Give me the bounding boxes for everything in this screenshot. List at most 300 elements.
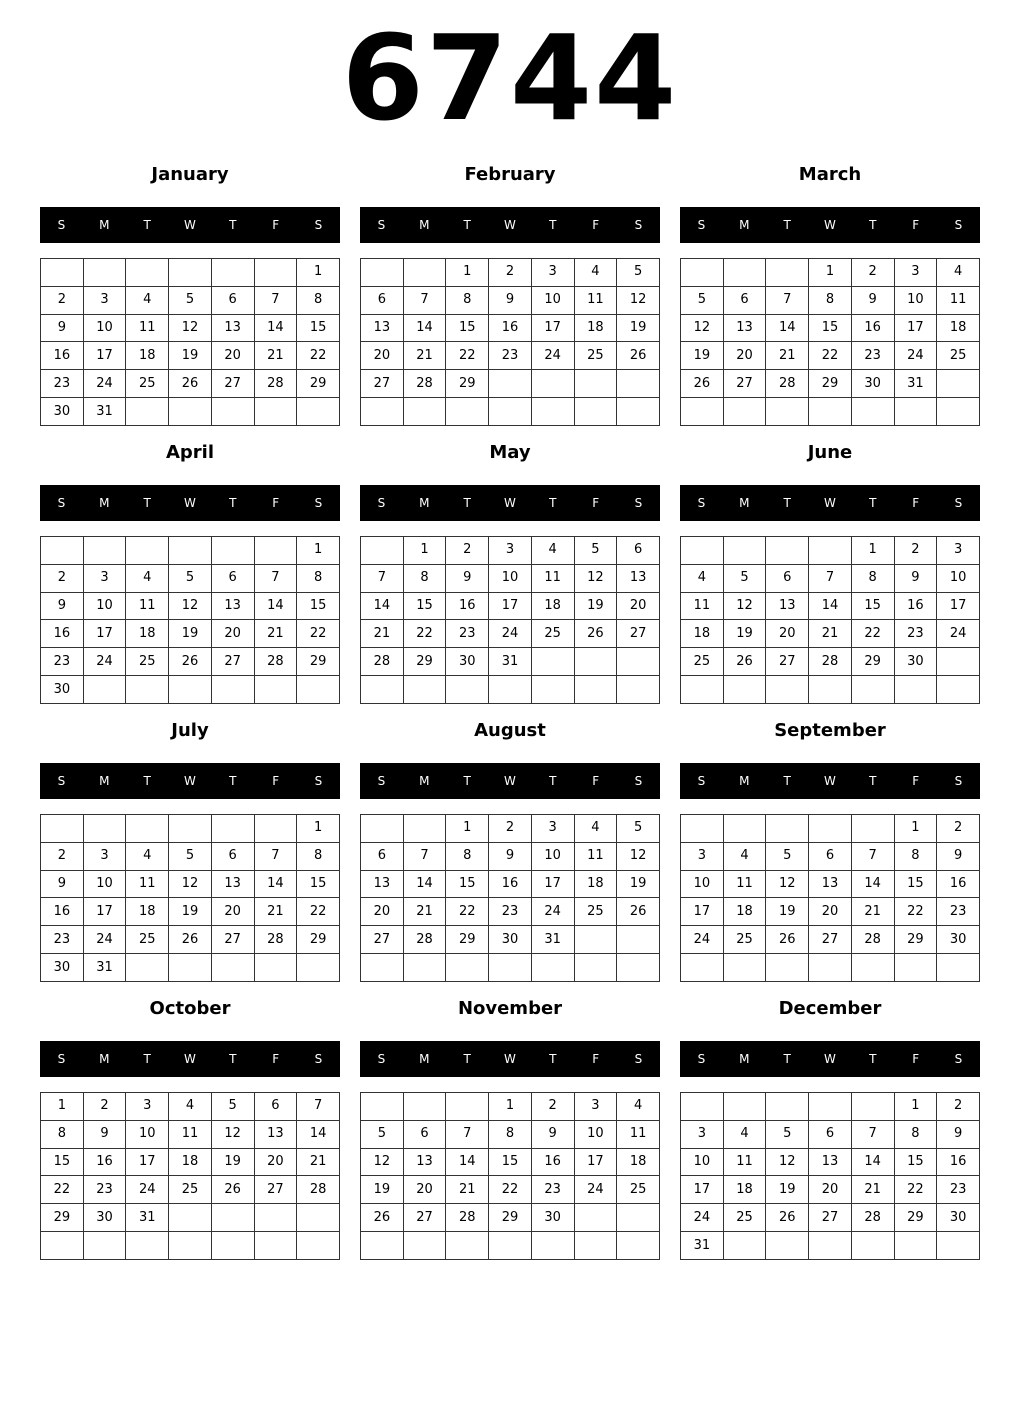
day-grid xyxy=(40,258,340,426)
day-cell: 17 xyxy=(83,898,126,926)
week-row xyxy=(41,259,340,287)
day-cell: 15 xyxy=(851,592,894,620)
day-cell: 21 xyxy=(766,342,809,370)
week-row xyxy=(41,1176,340,1204)
day-cell: 31 xyxy=(531,926,574,954)
day-cell: 8 xyxy=(894,842,937,870)
day-cell xyxy=(446,398,489,426)
day-cell: 6 xyxy=(211,564,254,592)
day-cell: 16 xyxy=(446,592,489,620)
day-cell: 21 xyxy=(809,620,852,648)
day-cell: 23 xyxy=(937,898,980,926)
weekday-header: S xyxy=(697,496,706,510)
day-cell: 22 xyxy=(297,898,340,926)
day-cell: 8 xyxy=(489,1120,532,1148)
day-cell: 10 xyxy=(83,592,126,620)
day-cell: 15 xyxy=(297,314,340,342)
day-cell: 1 xyxy=(446,815,489,843)
day-cell: 22 xyxy=(446,342,489,370)
week-row xyxy=(41,870,340,898)
day-cell xyxy=(809,398,852,426)
week-row xyxy=(681,620,980,648)
week-row xyxy=(681,564,980,592)
day-cell xyxy=(617,926,660,954)
day-cell: 1 xyxy=(894,1093,937,1121)
day-cell: 4 xyxy=(169,1093,212,1121)
day-cell xyxy=(41,815,84,843)
week-row xyxy=(361,870,660,898)
day-cell: 20 xyxy=(361,898,404,926)
weekday-header-bar xyxy=(360,1041,660,1077)
day-cell: 7 xyxy=(446,1120,489,1148)
day-cell: 18 xyxy=(531,592,574,620)
weekday-header: W xyxy=(504,774,516,788)
day-cell xyxy=(531,954,574,982)
day-cell: 26 xyxy=(169,370,212,398)
day-cell: 27 xyxy=(254,1176,297,1204)
week-row xyxy=(681,898,980,926)
day-cell xyxy=(723,676,766,704)
day-cell xyxy=(41,537,84,565)
day-cell: 10 xyxy=(681,1148,724,1176)
day-cell: 2 xyxy=(489,815,532,843)
day-cell xyxy=(809,1232,852,1260)
day-cell: 12 xyxy=(766,1148,809,1176)
day-cell: 25 xyxy=(531,620,574,648)
day-cell: 22 xyxy=(41,1176,84,1204)
day-cell: 3 xyxy=(83,842,126,870)
day-cell: 23 xyxy=(937,1176,980,1204)
weekday-header: M xyxy=(419,774,430,788)
week-row xyxy=(681,954,980,982)
day-cell: 1 xyxy=(297,537,340,565)
day-cell: 2 xyxy=(489,259,532,287)
day-cell: 17 xyxy=(681,898,724,926)
day-cell xyxy=(446,1093,489,1121)
day-cell xyxy=(211,815,254,843)
day-cell xyxy=(894,954,937,982)
weekday-header: T xyxy=(869,1052,877,1066)
day-cell xyxy=(681,259,724,287)
day-cell: 14 xyxy=(254,592,297,620)
week-row xyxy=(681,1232,980,1260)
weekday-header: T xyxy=(143,1052,151,1066)
day-cell xyxy=(254,676,297,704)
day-grid xyxy=(40,536,340,704)
month-name: September xyxy=(774,720,886,741)
week-row xyxy=(681,926,980,954)
weekday-header: F xyxy=(912,218,920,232)
day-cell xyxy=(126,259,169,287)
day-cell: 8 xyxy=(851,564,894,592)
day-cell: 14 xyxy=(403,314,446,342)
day-cell: 13 xyxy=(361,314,404,342)
day-cell xyxy=(851,1232,894,1260)
week-row xyxy=(681,592,980,620)
weekday-header: W xyxy=(184,1052,196,1066)
day-cell: 25 xyxy=(126,926,169,954)
day-cell xyxy=(169,398,212,426)
day-cell: 6 xyxy=(723,286,766,314)
day-cell: 13 xyxy=(211,592,254,620)
weekday-header: S xyxy=(377,496,386,510)
day-cell: 25 xyxy=(723,1204,766,1232)
weekday-header: W xyxy=(504,1052,516,1066)
weekday-header: T xyxy=(549,496,557,510)
day-cell: 26 xyxy=(766,1204,809,1232)
day-cell xyxy=(83,676,126,704)
day-cell xyxy=(531,676,574,704)
day-cell: 31 xyxy=(83,954,126,982)
weekday-header: T xyxy=(463,774,471,788)
day-cell: 16 xyxy=(937,870,980,898)
day-cell xyxy=(531,648,574,676)
day-cell xyxy=(446,954,489,982)
day-cell xyxy=(894,1232,937,1260)
day-cell: 23 xyxy=(41,370,84,398)
day-cell: 24 xyxy=(531,342,574,370)
day-cell xyxy=(617,648,660,676)
weekday-header-bar xyxy=(680,1041,980,1077)
day-cell: 3 xyxy=(489,537,532,565)
day-cell: 27 xyxy=(211,370,254,398)
weekday-header: S xyxy=(954,774,963,788)
week-row xyxy=(41,370,340,398)
day-cell: 18 xyxy=(574,870,617,898)
day-cell: 10 xyxy=(531,286,574,314)
day-cell xyxy=(531,1232,574,1260)
day-cell: 29 xyxy=(297,648,340,676)
day-cell: 10 xyxy=(681,870,724,898)
day-cell xyxy=(574,954,617,982)
day-cell: 5 xyxy=(361,1120,404,1148)
day-cell xyxy=(723,1093,766,1121)
day-grid xyxy=(360,536,660,704)
week-row xyxy=(681,398,980,426)
week-row xyxy=(41,1148,340,1176)
day-cell xyxy=(126,815,169,843)
day-cell: 15 xyxy=(297,592,340,620)
day-cell: 12 xyxy=(169,870,212,898)
day-cell: 5 xyxy=(681,286,724,314)
day-cell xyxy=(809,1093,852,1121)
weekday-header: M xyxy=(99,1052,110,1066)
day-cell: 26 xyxy=(617,342,660,370)
day-cell: 2 xyxy=(937,1093,980,1121)
weekday-header-bar xyxy=(680,485,980,521)
day-cell: 23 xyxy=(41,648,84,676)
day-cell: 3 xyxy=(937,537,980,565)
day-cell: 13 xyxy=(766,592,809,620)
day-cell: 6 xyxy=(809,842,852,870)
day-cell xyxy=(169,954,212,982)
day-cell: 19 xyxy=(211,1148,254,1176)
day-cell: 8 xyxy=(894,1120,937,1148)
week-row xyxy=(41,314,340,342)
day-cell: 12 xyxy=(211,1120,254,1148)
day-cell xyxy=(681,398,724,426)
day-cell: 23 xyxy=(489,342,532,370)
day-cell: 17 xyxy=(894,314,937,342)
day-cell: 10 xyxy=(574,1120,617,1148)
week-row xyxy=(361,259,660,287)
weekday-header: S xyxy=(377,1052,386,1066)
day-cell xyxy=(574,370,617,398)
day-cell: 22 xyxy=(403,620,446,648)
day-cell: 3 xyxy=(83,564,126,592)
weekday-header: M xyxy=(739,774,750,788)
day-cell xyxy=(83,259,126,287)
week-row xyxy=(361,1176,660,1204)
week-row xyxy=(681,537,980,565)
day-cell: 21 xyxy=(851,1176,894,1204)
weekday-header: M xyxy=(99,774,110,788)
day-cell: 29 xyxy=(809,370,852,398)
day-cell: 10 xyxy=(531,842,574,870)
day-cell: 20 xyxy=(211,898,254,926)
weekday-header: S xyxy=(697,1052,706,1066)
day-cell xyxy=(211,1232,254,1260)
day-cell: 29 xyxy=(851,648,894,676)
week-row xyxy=(361,1120,660,1148)
day-cell: 6 xyxy=(254,1093,297,1121)
week-row xyxy=(361,648,660,676)
day-cell: 20 xyxy=(254,1148,297,1176)
weekday-header: M xyxy=(419,1052,430,1066)
day-cell: 26 xyxy=(574,620,617,648)
day-cell xyxy=(254,537,297,565)
day-cell: 5 xyxy=(766,842,809,870)
week-row xyxy=(681,370,980,398)
day-cell: 11 xyxy=(681,592,724,620)
day-cell: 30 xyxy=(489,926,532,954)
day-cell: 4 xyxy=(681,564,724,592)
day-cell: 27 xyxy=(617,620,660,648)
day-cell xyxy=(851,676,894,704)
day-cell: 11 xyxy=(937,286,980,314)
day-cell xyxy=(531,398,574,426)
day-cell xyxy=(766,1093,809,1121)
day-cell: 3 xyxy=(83,286,126,314)
day-cell: 18 xyxy=(126,342,169,370)
day-cell: 7 xyxy=(403,286,446,314)
week-row xyxy=(41,954,340,982)
day-cell: 24 xyxy=(83,370,126,398)
day-cell: 18 xyxy=(723,1176,766,1204)
weekday-header: S xyxy=(314,218,323,232)
week-row xyxy=(41,815,340,843)
day-cell xyxy=(297,1204,340,1232)
day-cell xyxy=(83,537,126,565)
day-cell: 12 xyxy=(169,592,212,620)
day-cell xyxy=(169,537,212,565)
day-cell xyxy=(403,398,446,426)
day-cell: 11 xyxy=(169,1120,212,1148)
week-row xyxy=(41,648,340,676)
day-cell xyxy=(617,398,660,426)
weekday-header: M xyxy=(99,218,110,232)
day-cell: 21 xyxy=(297,1148,340,1176)
day-cell xyxy=(766,1232,809,1260)
day-cell: 1 xyxy=(297,259,340,287)
day-cell: 21 xyxy=(254,898,297,926)
day-cell xyxy=(574,676,617,704)
day-cell: 8 xyxy=(297,564,340,592)
day-cell: 26 xyxy=(361,1204,404,1232)
day-cell: 25 xyxy=(723,926,766,954)
weekday-header: T xyxy=(143,218,151,232)
weekday-header: S xyxy=(697,218,706,232)
day-cell: 3 xyxy=(681,842,724,870)
day-cell: 19 xyxy=(169,620,212,648)
day-cell: 30 xyxy=(851,370,894,398)
day-cell: 30 xyxy=(41,954,84,982)
day-cell xyxy=(681,815,724,843)
day-cell: 27 xyxy=(211,926,254,954)
week-row xyxy=(681,259,980,287)
weekday-header-bar xyxy=(40,763,340,799)
day-cell xyxy=(851,398,894,426)
week-row xyxy=(41,842,340,870)
day-cell xyxy=(766,815,809,843)
day-cell: 1 xyxy=(41,1093,84,1121)
week-row xyxy=(681,1176,980,1204)
day-cell: 15 xyxy=(894,870,937,898)
day-cell xyxy=(169,676,212,704)
day-cell: 21 xyxy=(446,1176,489,1204)
day-cell: 23 xyxy=(489,898,532,926)
weekday-header: S xyxy=(314,774,323,788)
day-cell xyxy=(489,1232,532,1260)
day-cell xyxy=(681,676,724,704)
day-cell xyxy=(361,676,404,704)
day-cell: 19 xyxy=(617,314,660,342)
day-cell xyxy=(297,398,340,426)
day-cell: 12 xyxy=(766,870,809,898)
day-cell: 2 xyxy=(41,842,84,870)
day-cell xyxy=(361,815,404,843)
weekday-header: W xyxy=(504,496,516,510)
day-cell xyxy=(937,676,980,704)
weekday-header: F xyxy=(592,774,600,788)
day-cell: 10 xyxy=(937,564,980,592)
weekday-header: T xyxy=(229,774,237,788)
day-cell xyxy=(723,954,766,982)
day-grid xyxy=(360,1092,660,1260)
weekday-header: T xyxy=(463,218,471,232)
day-cell: 8 xyxy=(297,286,340,314)
weekday-header: S xyxy=(634,496,643,510)
weekday-header: S xyxy=(634,1052,643,1066)
day-cell xyxy=(361,259,404,287)
day-cell: 16 xyxy=(41,342,84,370)
weekday-header: S xyxy=(314,496,323,510)
day-cell: 4 xyxy=(723,1120,766,1148)
day-cell: 15 xyxy=(489,1148,532,1176)
day-cell: 22 xyxy=(809,342,852,370)
day-cell: 28 xyxy=(851,1204,894,1232)
day-cell: 5 xyxy=(211,1093,254,1121)
day-cell: 20 xyxy=(617,592,660,620)
week-row xyxy=(41,342,340,370)
day-cell: 9 xyxy=(489,842,532,870)
day-cell xyxy=(766,537,809,565)
day-grid xyxy=(360,258,660,426)
weekday-header-bar xyxy=(360,763,660,799)
weekday-header: F xyxy=(272,218,280,232)
day-cell: 17 xyxy=(83,342,126,370)
day-cell: 28 xyxy=(809,648,852,676)
day-cell: 25 xyxy=(126,370,169,398)
day-cell: 18 xyxy=(126,898,169,926)
day-cell: 16 xyxy=(41,620,84,648)
day-cell: 16 xyxy=(937,1148,980,1176)
day-cell xyxy=(403,1232,446,1260)
day-cell: 13 xyxy=(361,870,404,898)
day-cell xyxy=(574,1204,617,1232)
day-cell: 29 xyxy=(403,648,446,676)
weekday-header: S xyxy=(954,496,963,510)
day-cell: 4 xyxy=(126,564,169,592)
day-cell: 5 xyxy=(766,1120,809,1148)
weekday-header-bar xyxy=(360,485,660,521)
day-cell: 12 xyxy=(681,314,724,342)
day-cell: 11 xyxy=(723,870,766,898)
day-cell: 30 xyxy=(531,1204,574,1232)
day-cell xyxy=(937,648,980,676)
day-cell: 5 xyxy=(723,564,766,592)
day-cell: 29 xyxy=(489,1204,532,1232)
day-cell xyxy=(809,537,852,565)
day-cell: 24 xyxy=(681,926,724,954)
day-cell: 8 xyxy=(446,286,489,314)
day-cell: 10 xyxy=(894,286,937,314)
day-cell xyxy=(83,815,126,843)
weekday-header: M xyxy=(739,496,750,510)
week-row xyxy=(41,1232,340,1260)
month-name: December xyxy=(778,998,882,1019)
day-cell: 7 xyxy=(766,286,809,314)
weekday-header: W xyxy=(824,496,836,510)
week-row xyxy=(361,537,660,565)
day-cell: 1 xyxy=(403,537,446,565)
weekday-header: W xyxy=(184,218,196,232)
day-cell: 27 xyxy=(766,648,809,676)
day-cell: 14 xyxy=(361,592,404,620)
weekday-header: F xyxy=(272,1052,280,1066)
day-cell: 27 xyxy=(403,1204,446,1232)
weekday-header: T xyxy=(143,774,151,788)
day-cell xyxy=(766,676,809,704)
day-cell xyxy=(766,259,809,287)
weekday-header: S xyxy=(314,1052,323,1066)
day-cell: 10 xyxy=(83,870,126,898)
day-cell: 16 xyxy=(894,592,937,620)
day-cell: 2 xyxy=(937,815,980,843)
day-cell: 30 xyxy=(83,1204,126,1232)
day-cell: 27 xyxy=(723,370,766,398)
week-row xyxy=(41,620,340,648)
day-grid xyxy=(40,1092,340,1260)
day-cell xyxy=(617,676,660,704)
day-cell xyxy=(489,954,532,982)
day-cell xyxy=(403,954,446,982)
day-cell: 9 xyxy=(83,1120,126,1148)
weekday-header: F xyxy=(592,218,600,232)
weekday-header: T xyxy=(463,496,471,510)
day-cell: 7 xyxy=(361,564,404,592)
day-cell: 8 xyxy=(403,564,446,592)
